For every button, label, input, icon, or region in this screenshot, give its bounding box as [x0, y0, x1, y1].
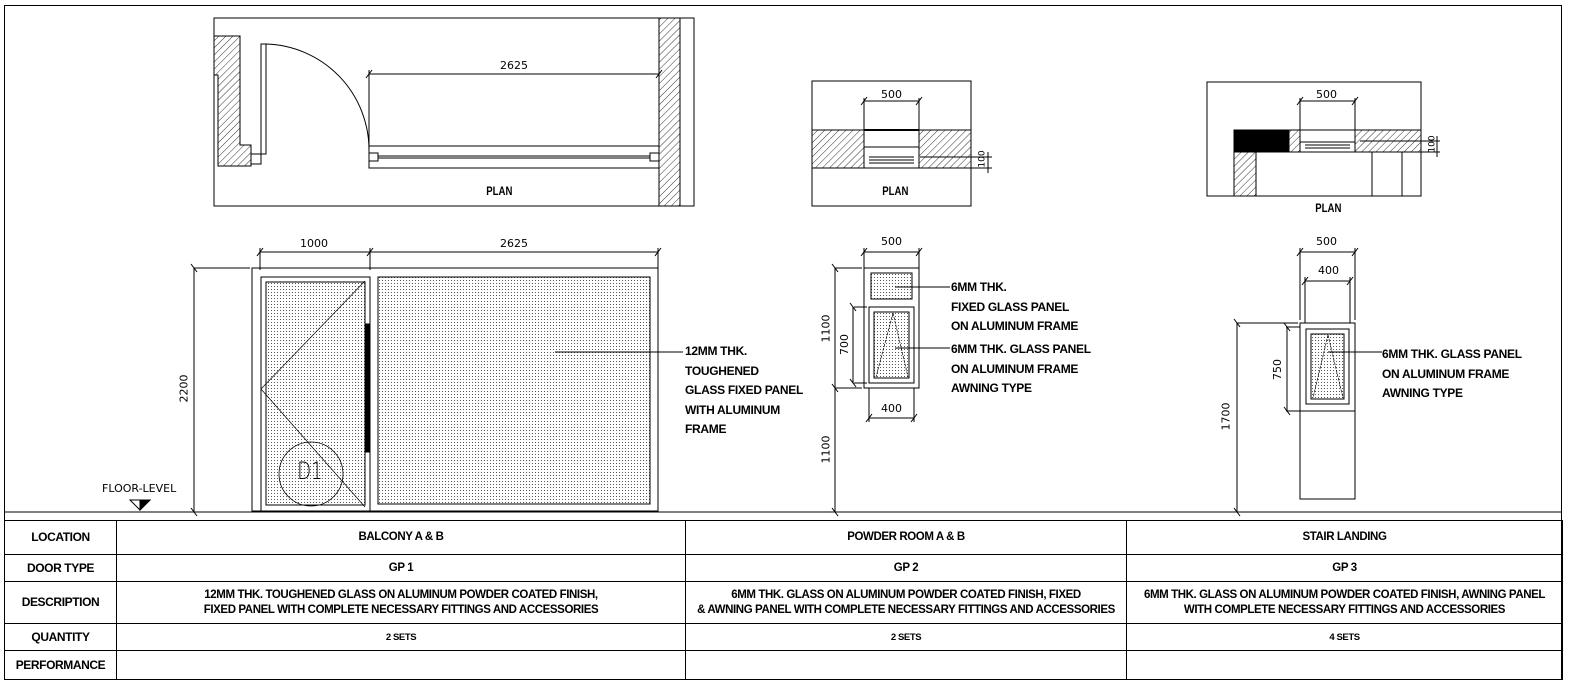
- gp1-plan-dim-width: 2625: [500, 59, 528, 72]
- gp1-plan-title: PLAN: [486, 184, 513, 198]
- note-line: AWNING TYPE: [951, 381, 1032, 395]
- gp2-elev-dim-width: 500: [881, 235, 902, 248]
- gp1-elevation: [130, 248, 683, 516]
- cell-location-gp3: STAIR LANDING: [1127, 521, 1563, 555]
- row-door-type: [5, 555, 1563, 582]
- glass-panel-schedule: [4, 520, 1563, 680]
- gp1-elev-dim-height: 2200: [177, 374, 191, 403]
- gp3-note: [1382, 345, 1522, 404]
- description-line: FIXED PANEL WITH COMPLETE NECESSARY FITTINGS AND ACCESSORIES: [203, 603, 599, 616]
- row-header-quantity: QUANTITY: [5, 624, 117, 651]
- cell-description-gp2: [686, 582, 1127, 624]
- note-line: WITH ALUMINUM: [685, 402, 780, 417]
- note-line: 6MM THK. GLASS PANEL: [951, 342, 1091, 356]
- gp2-elev-dim-height-upper: 1100: [819, 314, 833, 343]
- gp2-elev-dim-height-lower: 1100: [819, 435, 833, 464]
- gp3-elev-dim-inner-width: 400: [1318, 264, 1339, 277]
- note-line: 6MM THK. GLASS PANEL: [1382, 347, 1522, 361]
- row-location: [5, 521, 1563, 555]
- cell-door-type-gp2: GP 2: [686, 555, 1127, 582]
- gp1-plan: [214, 18, 694, 206]
- note-line: 6MM THK.: [951, 280, 1007, 294]
- gp3-plan-title: PLAN: [1315, 201, 1342, 215]
- cell-description-gp3: [1127, 582, 1563, 624]
- row-header-description: DESCRIPTION: [5, 582, 117, 624]
- cell-performance-gp1: [117, 651, 686, 680]
- gp3-elev-dim-width: 500: [1316, 235, 1337, 248]
- description-line: 12MM THK. TOUGHENED GLASS ON ALUMINUM POWDER COATED FINISH,: [204, 588, 598, 601]
- row-header-performance: PERFORMANCE: [5, 651, 117, 680]
- gp2-elev-dim-awning: 700: [838, 334, 851, 355]
- gp2-plan-dim-width: 500: [881, 88, 902, 101]
- door-tag-d1: D1: [297, 457, 323, 485]
- gp2-note-awning: [951, 340, 1091, 399]
- gp3-plan-dim-depth: 100: [1427, 135, 1438, 153]
- cell-door-type-gp1: GP 1: [117, 555, 686, 582]
- gp3-elev-dim-height: 1700: [1219, 402, 1233, 431]
- gp1-elev-dim-door: 1000: [300, 237, 328, 250]
- gp3-elev-dim-awning: 750: [1271, 359, 1284, 380]
- row-quantity: [5, 624, 1563, 651]
- note-line: AWNING TYPE: [1382, 386, 1463, 400]
- gp1-note: [685, 342, 803, 440]
- cell-performance-gp3: [1127, 651, 1563, 680]
- gp2-plan-title: PLAN: [882, 184, 909, 198]
- cell-door-type-gp3: GP 3: [1127, 555, 1563, 582]
- cell-quantity-gp3: 4 SETS: [1127, 624, 1563, 651]
- note-line: ON ALUMINUM FRAME: [951, 319, 1079, 333]
- floor-level-label: FLOOR-LEVEL: [102, 482, 177, 495]
- description-line: & AWNING PANEL WITH COMPLETE NECESSARY FITTINGS AND ACCESSORIES: [697, 603, 1115, 616]
- row-header-door-type: DOOR TYPE: [5, 555, 117, 582]
- note-line: ON ALUMINUM FRAME: [1382, 366, 1510, 381]
- cell-location-gp1: BALCONY A & B: [117, 521, 686, 555]
- cell-description-gp1: [117, 582, 686, 624]
- gp3-plan-dim-width: 500: [1316, 88, 1337, 101]
- note-line: FIXED GLASS PANEL: [951, 299, 1070, 314]
- row-header-location: LOCATION: [5, 521, 117, 555]
- gp3-elevation: [1234, 248, 1382, 516]
- note-line: TOUGHENED: [685, 363, 759, 378]
- gp2-elevation: [832, 248, 950, 516]
- cell-quantity-gp2: 2 SETS: [686, 624, 1127, 651]
- cell-performance-gp2: [686, 651, 1127, 680]
- note-line: ON ALUMINUM FRAME: [951, 361, 1079, 376]
- description-line: WITH COMPLETE NECESSARY FITTINGS AND ACCESSORIES: [1183, 603, 1506, 616]
- row-description: [5, 582, 1563, 624]
- note-line: GLASS FIXED PANEL: [685, 383, 804, 397]
- cell-location-gp2: POWDER ROOM A & B: [686, 521, 1127, 555]
- description-line: 6MM THK. GLASS ON ALUMINUM POWDER COATED FINISH, AWNING PANEL: [1143, 588, 1546, 601]
- gp1-elev-dim-panel: 2625: [500, 237, 528, 250]
- gp2-elev-dim-inner-width: 400: [881, 402, 902, 415]
- row-performance: [5, 651, 1563, 680]
- note-line: FRAME: [685, 422, 727, 436]
- note-line: 12MM THK.: [685, 344, 747, 358]
- gp2-note-fixed: [951, 278, 1078, 337]
- description-line: 6MM THK. GLASS ON ALUMINUM POWDER COATED FINISH, FIXED: [731, 588, 1081, 601]
- cell-quantity-gp1: 2 SETS: [117, 624, 686, 651]
- gp2-plan-dim-depth: 100: [977, 150, 988, 168]
